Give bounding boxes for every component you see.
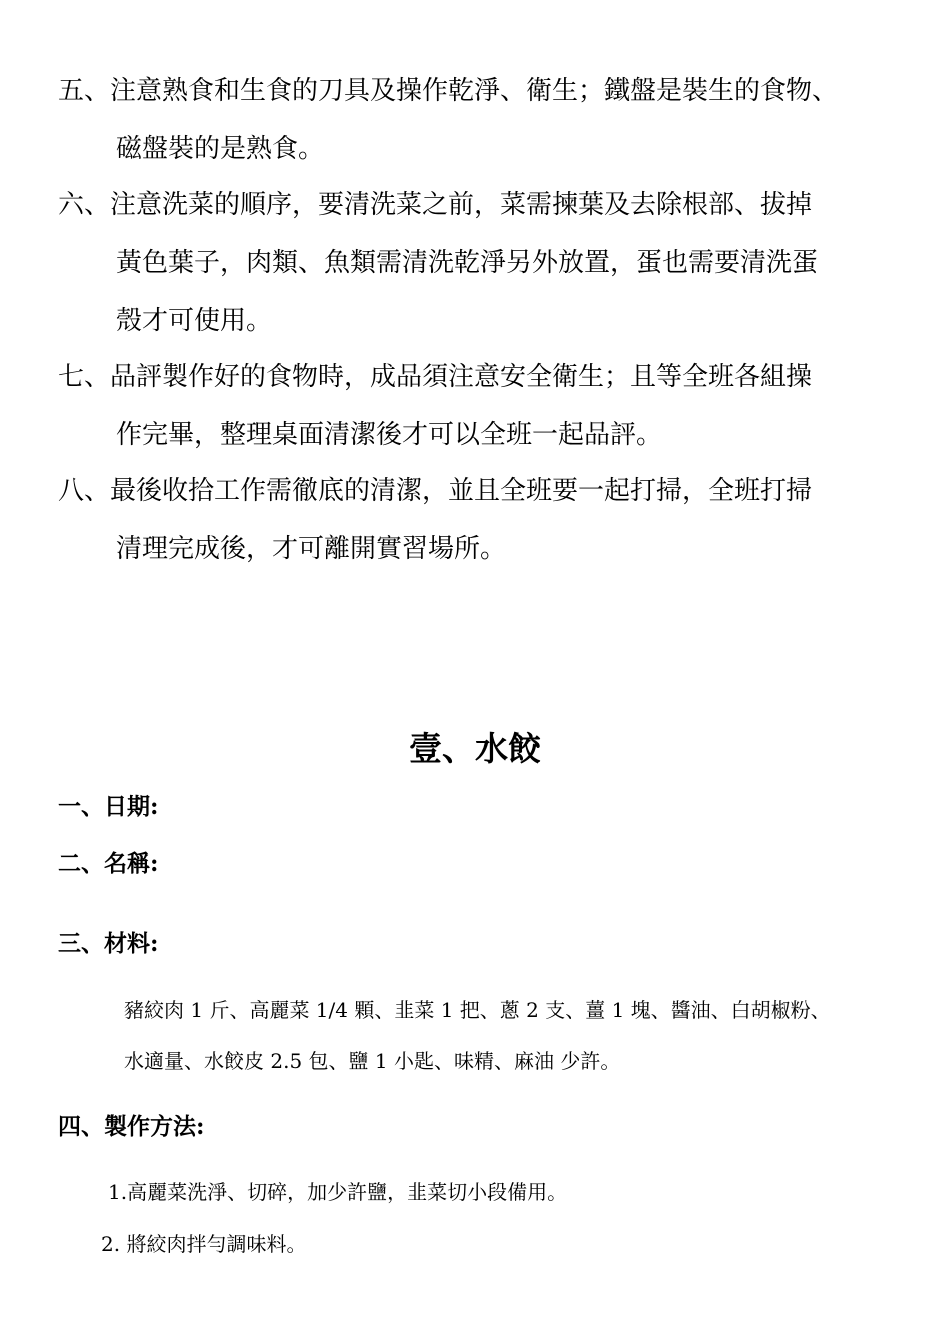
rule-item [58, 462, 918, 578]
recipe-title: 壹、水餃 [409, 729, 541, 768]
materials-label: 三、材料: [58, 930, 159, 957]
method-step: 2. 將絞肉拌勻調味料。 [101, 1232, 307, 1256]
method-label: 四、製作方法: [58, 1113, 205, 1140]
rule-line: 作完畢，整理桌面清潔後才可以全班一起品評。 [116, 420, 663, 450]
name-label: 二、名稱: [58, 850, 159, 877]
date-label: 一、日期: [58, 793, 159, 820]
rule-line: 磁盤裝的是熟食。 [116, 134, 325, 164]
method-step: 1.高麗菜洗淨、切碎，加少許鹽，韭菜切小段備用。 [108, 1180, 568, 1204]
rule-item [58, 348, 918, 464]
rule-line: 殼才可使用。 [116, 306, 273, 336]
rule-item [58, 176, 918, 350]
rule-line: 黃色葉子，肉類、魚類需清洗乾淨另外放置，蛋也需要清洗蛋 [116, 248, 819, 278]
rule-item [58, 62, 918, 178]
rule-line: 五、注意熟食和生食的刀具及操作乾淨、衛生；鐵盤是裝生的食物、 [58, 76, 839, 106]
rule-line: 七、品評製作好的食物時，成品須注意安全衛生；且等全班各組操 [58, 362, 813, 392]
rule-line: 八、最後收拾工作需徹底的清潔，並且全班要一起打掃，全班打掃 [58, 476, 813, 506]
materials-line: 水適量、水餃皮 2.5 包、鹽 1 小匙、味精、麻油 少許。 [124, 1049, 621, 1073]
rule-line: 清理完成後，才可離開實習場所。 [116, 534, 507, 564]
materials-line: 豬絞肉 1 斤、高麗菜 1/4 顆、韭菜 1 把、蔥 2 支、薑 1 塊、醬油、白胡椒粉、 [124, 998, 831, 1022]
rule-line: 六、注意洗菜的順序，要清洗菜之前，菜需揀葉及去除根部、拔掉 [58, 190, 813, 220]
